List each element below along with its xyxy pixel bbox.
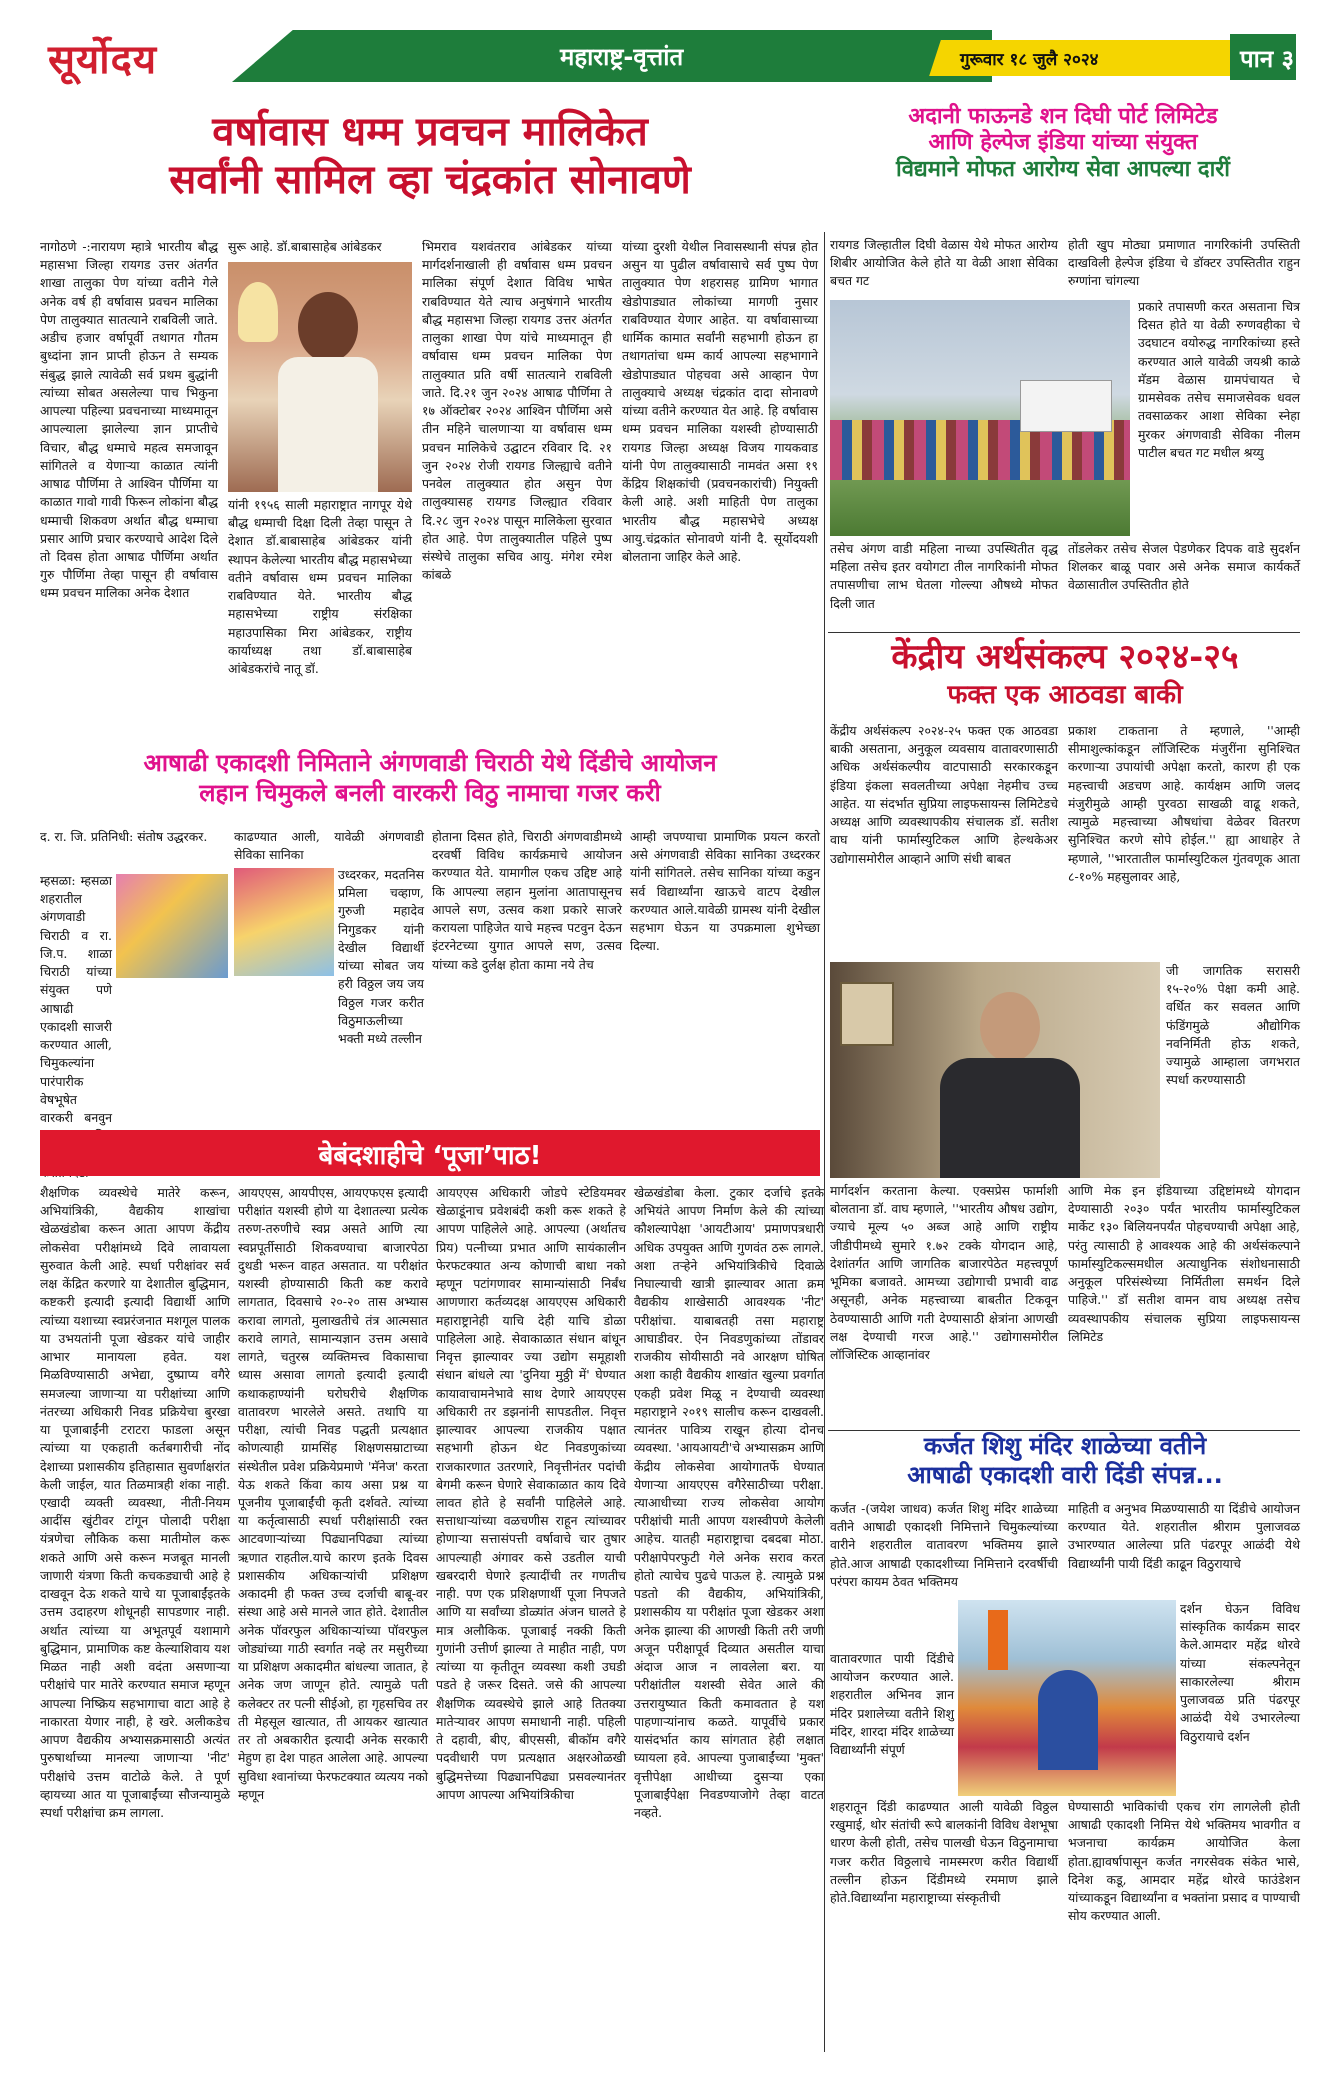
article-4-photo-2 bbox=[234, 868, 334, 976]
page-number: पान ३ bbox=[1240, 45, 1295, 73]
article-3-col-1: केंद्रीय अर्थसंकल्प २०२४-२५ फक्त एक आठवडा बाकी असताना, अनुकूल व्यवसाय वातावरणासाठी अधिक अर्थसंकल्पीय वाटपासाठी सरकारकडून इंडिया इंकला सवलतीच्या अपेक्षा नेहमीच उच्च आहेत. या संदर्भात सुप्रिया लाइफसायन्स लिमिटेडचे अध्यक्ष आणि व्यवस्थापकीय संचालक डॉ. सतीश वाघ यांनी फार्मास्युटिकल आणि हेल्थकेअर उद्योगासमोरील आव्हाने आणि संधी बाबत bbox=[830, 723, 1058, 866]
section-divider bbox=[828, 632, 1300, 633]
section-title: महाराष्ट्र-वृत्तांत bbox=[560, 43, 684, 71]
article-2-headline bbox=[826, 104, 1300, 183]
article-3-col-2: प्रकाश टाकताना ते म्हणाले, ''आम्ही सीमाशुल्कांकडून लॉजिस्टिक मंजुरींना सुनिश्चित करणाऱ्या उपायांची अपेक्षा करतो, कारण ही एक महत्त्वाची अडचण आहे. कार्यक्षम आणि जलद मंजुरीमुळे आम्ही पुरवठा साखळी वाढू शकते, त्यामुळे महत्त्वाच्या औषधांचा वेळेवर वितरण सुनिश्चित करणे सोपे होईल.'' ह्या आधाहेर ते म्हणाले, ''भारतातील फार्मास्युटिकल गुंतवणूक आता ८-१०% महसुलावर आहे, bbox=[1068, 723, 1300, 884]
article-4-col-4: आम्ही जपण्याचा प्रामाणिक प्रयत्न करतो असे अंगणवाडी सेविका सानिका उध्दरकर यांनी सांगितले. तसेच सानिका यांच्या कडुन सर्व विद्यार्थ्यांना खाऊचे वाटप देखील करण्यात आले.यावेळी ग्रामस्थ यांनी देखील सहभाग घेऊन या उपक्रमाला शुभेच्छा दिल्या. bbox=[630, 829, 820, 954]
article-3-photo bbox=[830, 962, 1160, 1178]
article-6-col-2a: माहिती व अनुभव मिळण्यासाठी या दिंडीचे आयोजन करण्यात येते. शहरातील श्रीराम पुलाजवळ उभारण्यात आलेल्या प्रति पंढरपूर आळंदी येथे विद्यार्थ्यांनी पायी दिंडी काढून विठुरायाचे bbox=[1068, 1501, 1300, 1571]
article-5-col-1: शैक्षणिक व्यवस्थेचे मातेरे करून, अभियांत्रिकी, वैद्यकीय शाखांचा खेळखंडोबा करून आता आपण केंद्रीय लोकसेवा परीक्षांमध्ये दिवे लावायला सुरुवात केली आहे. स्पर्धा परीक्षांवर सर्व लक्ष केंद्रित करणारे या देशातील बुद्धिमान, कष्टकरी इत्यादी इत्यादी विद्यार्थी आणि त्यांच्या यशाच्या स्वप्नरंजनात मशगूल पालक या उभयतांनी पूजा खेडकर यांचे जाहीर आभार मानायला हवेत. यश मिळविण्यासाठी अभेद्या, दुष्प्राप्य वगैरे समजल्या जाणाऱ्या या परीक्षांच्या आणि नंतरच्या अधिकारी निवड प्रक्रियेचा बुरखा या पूजाबाईंनी टराटरा फाडला असून त्यांच्या या एकहाती कर्तबगारीची नोंद देशाच्या प्रशासकीय इतिहासात सुवर्णाक्षरांत केली जाईल, यात तिळमात्रही शंका नाही. एखादी व्यक्ती व्यवस्था, नीती-नियम आदींस खुंटीवर टांगून पोलादी परीक्षा यंत्रणेचा लौकिक कसा मातीमोल करू शकते आणि असे करून मजबूत मानली जाणारी यंत्रणा किती कचकड्याची आहे हे दाखवून देऊ शकते याचे या पूजाबाईंइतके उत्तम उदाहरण शोधूनही सापडणार नाही. अर्थात त्यांच्या या अभूतपूर्व यशामागे बुद्धिमान, प्रामाणिक कष्ट केल्याशिवाय यश मिळत नाही अशी वदंता असणाऱ्या परीक्षांचे पार मातेरे करण्यात समाज म्हणून आपल्या निष्क्रिय सहभागाचा वाटा आहे हे नाकारता येणार नाही, हे खरे. अलीकडेच आपण वैद्यकीय अभ्यासक्रमासाठी अत्यंत पुरुषार्थाच्या मानल्या जाणाऱ्या 'नीट' परीक्षांचे उत्तम वाटोळे केले. ते पूर्ण व्हायच्या आत या पूजाबाईंच्या सौजन्यामुळे स्पर्धा परीक्षांचा क्रम लागला. bbox=[40, 1185, 230, 1820]
article-4-headline-line-2: लहान चिमुकले बनली वारकरी विठु नामाचा गजर करी bbox=[199, 779, 661, 807]
article-3-headline-line-1: केंद्रीय अर्थसंकल्प २०२४-२५ bbox=[891, 637, 1239, 677]
article-1-col-2a: सुरू आहे. डॉ.बाबासाहेब आंबेडकर bbox=[228, 239, 382, 254]
article-5-col-2: आयएएस, आयपीएस, आयएफएस इत्यादी परीक्षांत यशस्वी होणे या देशातल्या प्रत्येक तरुण-तरुणीचे स्वप्न असते आणि त्या स्वप्नपूर्तीसाठी शिकवण्याचा बाजारपेठा दुथडी भरून वाहत असतात. या परीक्षांत यशस्वी होण्यासाठी किती कष्ट करावे लागतात, दिवसाचे २०-२० तास अभ्यास करावा लागतो, मुलाखतीचे तंत्र आत्मसात करावे लागते, सामान्यज्ञान उत्तम असावे लागते, चतुरस्र व्यक्तिमत्त्व विकासाचा ध्यास असावा लागतो इत्यादी इत्यादी कथाकहाण्यांनी घरोघरीचे शैक्षणिक वातावरण भारलेले असते. तथापि या परीक्षा, त्यांची निवड पद्धती प्रत्यक्षात कोणत्याही ग्रामसिंह शिक्षणसम्राटाच्या संस्थेतील प्रवेश प्रक्रियेप्रमाणे 'मॅनेज' करता येऊ शकते किंवा काय असा प्रश्न या पूजनीय पूजाबाईंची कृती दर्शवते. त्यांच्या या कर्तृत्वासाठी स्पर्धा परीक्षांसाठी रक्त आटवणाऱ्यांच्या पिढ्यानपिढ्या त्यांच्या ऋणात राहतील.याचे कारण इतके दिवस प्रशासकीय अधिकाऱ्यांची प्रशिक्षण अकादमी ही फक्त उच्च दर्जाची बाबू-वर संस्था आहे असे मानले जात होते. देशातील अनेक पॉवरफुल अधिकाऱ्यांच्या पॉवरफुल जोड्यांच्या गाठी स्वर्गात नव्हे तर मसुरीच्या या प्रशिक्षण अकादमीत बांधल्या जातात, हे अनेक जण जाणून होते. त्यामुळे पती कलेक्टर तर पत्नी सीईओ, हा गृहसचिव तर ती मेहसूल खात्यात, ती आयकर खात्यात तर तो अबकारीत इत्यादी अनेक सरकारी मेहुण हा देश पाहत आलेला आहे. आपल्या सुविधा श्वानांच्या फेरफटक्यात व्यत्यय नको म्हणून bbox=[238, 1185, 428, 1802]
article-6-photo bbox=[958, 1600, 1176, 1796]
article-2-photo bbox=[830, 300, 1130, 536]
article-3-headline-line-2: फक्त एक आठवडा बाकी bbox=[947, 679, 1183, 710]
article-1-col-2b: यांनी १९५६ साली महाराष्ट्रात नागपूर येथे बौद्ध धम्माची दिक्षा दिली तेव्हा पासून ते देशात डॉ.बाबासाहेब आंबेडकर यांनी स्थापन केलेल्या भारतीय बौद्ध महासभेच्या वतीने वर्षावास धम्म प्रवचन मालिका राबविण्यात येते. भारतीय बौद्ध महासभेच्या राष्ट्रीय संरक्षिका महाउपासिका मिरा आंबेडकर, राष्ट्रीय कार्याध्यक्ष तथा डॉ.बाबासाहेब आंबेडकरांचे नातू डॉ. bbox=[228, 497, 412, 677]
issue-date: गुरूवार १८ जुलै २०२४ bbox=[960, 50, 1099, 70]
article-2-col-2b: प्रकारे तपासणी करत असताना चित्र दिसत होते या वेळी रुग्णवहीका चे उदघाटन वयोरुद्ध नागरिकांच्या हस्ते करण्यात आले यावेळी जयश्री काळे मॅडम वेळास ग्रामपंचायत चे ग्रामसेवक तसेच समाजसेवक धवल तवसाळकर आशा सेविका स्नेहा मुरकर अंगणवाडी सेविका नीलम पाटील बचत गट मधील श्रय्यु bbox=[1138, 299, 1300, 460]
article-1-headline-line-1: वर्षावास धम्म प्रवचन मालिकेत bbox=[212, 108, 648, 155]
article-4-headline bbox=[40, 748, 820, 808]
article-2-col-1: रायगड जिल्हातील दिघी वेळास येथे मोफत आरोग्य शिबीर आयोजित केले होते या वेळी आशा सेविका बचत गट bbox=[830, 237, 1058, 289]
article-2-headline-line-3: विद्यमाने मोफत आरोग्य सेवा आपल्या दारीं bbox=[896, 156, 1230, 182]
article-6-headline-line-2: आषाढी एकादशी वारी दिंडी संपन्न... bbox=[907, 1460, 1223, 1489]
column-divider bbox=[824, 232, 825, 632]
article-2-headline-line-1: अदानी फाऊनडे शन दिघी पोर्ट लिमिटेड bbox=[908, 104, 1218, 129]
article-4-byline: द. रा. जि. प्रतिनिधी: संतोष उद्धरकर. bbox=[40, 829, 208, 844]
article-5-col-3: आयएएस अधिकारी जोडपे स्टेडियमवर खेळाडूंनाच प्रवेशबंदी कशी करू शकते हे आपण पाहिलेले आहे. आपल्या (अर्थातच प्रिय) पत्नीच्या प्रभात आणि सायंकालीन फेरफटक्यात अन्य कोणाची बाधा नको म्हणून पटांगणावर सामान्यांसाठी निर्बंध आणणारा कर्तव्यदक्ष आयएएस अधिकारी महाराष्ट्रानेही याचि देही याचि डोळा पाहिलेला आहे. सेवाकाळात संधान बांधून निवृत्त झाल्यावर ज्या उद्योग समूहाशी संधान बांधले त्या 'दुनिया मुठ्ठी में' घेण्यात कायावाचामनेभावे साथ देणारे आयएएस अधिकारी तर डझनांनी सापडतील. निवृत्त झाल्यावर आपल्या राजकीय पक्षात सहभागी होऊन थेट निवडणुकांच्या राजकारणात उतरणारे, निवृत्तीनंतर पदांची बेगमी करून घेणारे सेवाकाळात काय दिवे लावत होते हे सर्वांनी पाहिलेले आहे. सत्ताधाऱ्यांच्या वळचणीस राहून त्यांच्यावर होणाऱ्या सत्तासंपत्ती वर्षावाचे चार तुषार आपल्याही अंगावर कसे उडतील याची खबरदारी घेणारे इत्यादींची तर गणतीच नाही. पण एक प्रशिक्षणार्थी पूजा निपजते आणि या सर्वांच्या डोळ्यांत अंजन घालते हे मात्र अलौकिक. पूजाबाई नक्की किती गुणांनी उत्तीर्ण झाल्या ते माहीत नाही, पण त्यांच्या या कृतीतून व्यवस्था कशी उघडी पडते हे जरूर दिसते. जसे की आपल्या शैक्षणिक व्यवस्थेचे झाले आहे तितक्या मातेऱ्यावर आपण समाधानी नाही. पहिली ते दहावी, बीए, बीएससी, बीकॉम वगैरे पदवीधारी पण प्रत्यक्षात अक्षरओळखी बुद्धिमत्तेच्या पिढ्यानपिढ्या प्रसवल्यानंतर आपण आपल्या अभियांत्रिकीचा bbox=[436, 1185, 626, 1802]
article-1-col-3: भिमराव यशवंतराव आंबेडकर यांच्या मार्गदर्शनाखाली ही वर्षावास धम्म प्रवचन मालिका संपूर्ण देशात विविध भाषेत राबविण्यात येते त्याच अनुषंगाने भारतीय बौद्ध महासभा जिल्हा रायगड उत्तर अंतर्गत तालुका शाखा पेण यांचे माध्यमातून ही वर्षावास धम्म प्रवचन मालिका पेण तालुक्यात प्रति वर्षी सातत्याने राबविली जाते. दि.२१ जुन २०२४ आषाढ पौर्णिमा ते १७ ऑक्टोबर २०२४ आश्विन पौर्णिमा असे तीन महिने चालणाऱ्या या वर्षावास धम्म प्रवचन मालिकेचे उद्घाटन रविवार दि. २१ जुन २०२४ रोजी रायगड जिल्ह्याचे वतीने पनवेल तालुक्यात होत असुन पेण तालुक्यासह रायगड जिल्ह्यात रविवार दि.२८ जुन २०२४ पासून मालिकेला सुरवात होत आहे. पेण तालुक्यातील पहिले पुष्प संस्थेचे तालुका सचिव आयु. मंगेश रमेश कांबळे bbox=[422, 239, 612, 583]
article-5-col-4: खेळखंडोबा केला. टुकार दर्जाचे इतके अभियंते आपण निर्माण केले की त्यांच्या कौशल्यापेक्षा 'आयटीआय' प्रमाणपत्रधारी अधिक उपयुक्त आणि गुणवंत ठरू लागले. अशा तऱ्हेने अभियांत्रिकीचे दिवाळे निघाल्याची खात्री झाल्यावर आता क्रम वैद्यकीय शाखेसाठी आवश्यक 'नीट' परीक्षांचा. याबाबतही तसा महाराष्ट्र आघाडीवर. ऐन निवडणुकांच्या तोंडावर राजकीय सोयीसाठी नवे आरक्षण घोषित अशा काही वैद्यकीय शाखांत खुल्या प्रवर्गात एकही प्रवेश मिळू न देण्याची व्यवस्था महाराष्ट्राने २०१९ सालीच करून दाखवली. त्यानंतर पावित्र्य राखून होत्या दोनच व्यवस्था. 'आयआयटी'चे अभ्यासक्रम आणि केंद्रीय लोकसेवा आयोगातर्फे घेण्यात येणाऱ्या आयएएस वगैरेसाठीच्या परीक्षा. त्याआधीच्या राज्य लोकसेवा आयोग परीक्षांची माती आपण यशस्वीपणे केलेली आहेच. यातही महाराष्ट्राचा दबदबा मोठा. परीक्षापेपरफुटी गेले अनेक सराव करत होतो त्याचेच पुढचे पाऊल हे. त्यामुळे प्रश्न पडतो की वैद्यकीय, अभियांत्रिकी, प्रशासकीय या परीक्षांत पूजा खेडकर अशा अनेक झाल्या की आणखी किती तरी जणी अजून परीक्षापूर्व दिव्यात असतील याचा अंदाज आज न लावलेला बरा. या परीक्षांतील यशस्वी सेवेत आले की उत्तरायुष्यात किती कमावतात हे यश पाहणाऱ्यांनाच कळते. यापूर्वीचे प्रकार यासंदर्भात काय सांगतात हेही लक्षात घ्यायला हवे. आपल्या पुजाबाईंच्या 'मुक्त' वृत्तीपेक्षा आधीच्या दुसऱ्या एका पूजाबाईंपेक्षा निवडण्याजोगे तेव्हा वाटत नव्हते. bbox=[634, 1185, 824, 1820]
article-1-col-4: यांच्या दुरशी येथील निवासस्थानी संपन्न होत असुन या पुढील वर्षावासाचे सर्व पुष्प पेण तालुक्यात पेण शहरासह ग्रामिण भागात खेडोपाड्यात लोकांच्या मागणी नुसार राबविण्यात येणार आहेत. या वर्षावासाच्या धार्मिक कामात सर्वांनी सहभागी होऊन हा तथागतांचा धम्म कार्य आपल्या सहभागाने खेडोपाड्यात पोहचवा असे आव्हान पेण तालुक्याचे अध्यक्ष चंद्रकांत दादा सोनावणे यांच्या वतीने करण्यात येत आहे. हि वर्षावास धम्म प्रवचन मालिका यशस्वी होण्यासाठी रायगड जिल्हा अध्यक्ष विजय गायकवाड यांनी पेण तालुक्यासाठी नामवंत असा १९ केंद्रिय शिक्षकांची (प्रवचनकारांची) नियुक्ती केली आहे. अशी माहिती पेण तालुका भारतीय बौद्ध महासभेचे अध्यक्ष आयु.चंद्रकांत सोनावणे यांनी दै. सूर्योदयशी बोलताना जाहिर केले आहे. bbox=[622, 239, 818, 564]
article-4-col-2b: उध्दरकर, मदतनिस प्रमिला चव्हाण, गुरुजी महादेव निगुडकर यांनी देखील विद्यार्थी यांच्या सोबत जय हरी विठ्ठल जय जय विठ्ठल गजर करीत विठुमाऊलीच्या भक्ती मध्ये तल्लीन bbox=[338, 867, 424, 1047]
article-4-col-1: म्हसळा: म्हसळा शहरातील अंगणवाडी चिराठी व रा. जि.प. शाळा चिराठी यांच्या संयुक्त पणे आषाढी एकादशी साजरी करण्यात आली, चिमुकल्यांना पारंपारीक वेषभूषेत वारकरी बनवुन bbox=[40, 873, 112, 1126]
article-4-headline-line-1: आषाढी एकादशी निमिताने अंगणवाडी चिराठी येथे दिंडीचे आयोजन bbox=[143, 749, 717, 777]
article-1-photo bbox=[228, 262, 412, 492]
article-1-col-1: नागोठणे -:नारायण म्हात्रे भारतीय बौद्ध महासभा जिल्हा रायगड उत्तर अंतर्गत शाखा तालुका पेण यांच्या वतीने गेले अनेक वर्ष ही वर्षावास प्रवचन मालिका पेण तालुक्यात सातत्याने राबविली जाते. अडीच हजार वर्षापूर्वी तथागत गौतम बुध्दांना ज्ञान प्राप्ती होऊन ते सम्यक संबुद्ध झाले त्यावेळी सर्व प्रथम बुद्धांनी त्यांच्या सोबत असलेल्या पाच भिकुना आपल्या पहिल्या प्रवचनाच्या माध्यमातून आपल्याला झालेल्या ज्ञान प्राप्तीचे विचार, बौद्ध धम्माचे महत्व समजावून सांगितले व येणाऱ्या काळात त्यांनी आषाढ पौर्णिमा ते आश्विन पौर्णिमा या काळात गावो गावी फिरून लोकांना बौद्ध धम्माची शिकवण अर्थात बौद्ध धम्माचा प्रसार आणि प्रचार करण्याचे आदेश दिले तो दिवस होता आषाढ पौर्णिमा अर्थात गुरु पौर्णिमा तेव्हा पासून ही वर्षावास धम्म प्रवचन मालिका अनेक देशात bbox=[40, 239, 218, 601]
article-3-col-4: आणि मेक इन इंडियाच्या उद्दिष्टांमध्ये योगदान देण्यासाठी २०३० पर्यंत भारतीय फार्मास्युटिकल मार्केट १३० बिलियनपर्यंत पोहचण्याची अपेक्षा आहे, परंतु त्यासाठी हे आवश्यक आहे की अर्थसंकल्पाने फार्मास्युटिकल्समधील अत्याधुनिक संशोधनासाठी अनुकूल परिसंस्थेच्या निर्मितीला समर्थन दिले पाहिजे.'' डॉ सतीश वामन वाघ अध्यक्ष तसेच व्यवस्थापकीय संचालक सुप्रिया लाइफसायन्स लिमिटेड bbox=[1068, 1183, 1300, 1344]
article-6-col-1a: कर्जत -(जयेश जाधव) कर्जत शिशु मंदिर शाळेच्या वतीने आषाढी एकादशी निमित्ताने चिमुकल्यांच्या वारीने शहरातील वातावरण भक्तिमय झाले होते.आज आषाढी एकादशीच्या निमित्ताने दरवर्षीची परंपरा कायम ठेवत भक्तिमय bbox=[830, 1501, 1058, 1589]
newspaper-logo: सूर्योदय bbox=[48, 36, 158, 83]
article-1-headline bbox=[40, 108, 820, 204]
article-2-col-2: होती खुप मोठ्या प्रमाणात नागरिकांनी उपस्तिती दाखविली हेल्पेज इंडिया चे डॉक्टर उपस्तितीत राहुन रुग्णांना चांगल्या bbox=[1068, 237, 1300, 289]
article-2-col-4: तोंडलेकर तसेच सेजल पेडणेकर दिपक वाडे सुदर्शन शिलकर बाळू पवार असे अनेक समाज कार्यकर्ते वेळासातील उपस्तितीत होते bbox=[1068, 541, 1300, 593]
article-6-headline bbox=[830, 1432, 1300, 1490]
article-5-headline: बेबंदशाहीचे ‘पूजा’पाठ! bbox=[318, 1141, 542, 1171]
article-1-headline-line-2: सर्वांनी सामिल व्हा चंद्रकांत सोनावणे bbox=[169, 156, 691, 203]
article-3-headline bbox=[830, 636, 1300, 712]
article-3-col-3: मार्गदर्शन करताना केल्या. एक्सप्रेस फार्माशी बोलताना डॉ. वाघ म्हणाले, ''भारतीय औषध उद्योग, ज्याचे मूल्य ५० अब्ज आहे आणि राष्ट्रीय जीडीपीमध्ये सुमारे १.७२ टक्के योगदान आहे, देशांतर्गत आणि जागतिक बाजारपेठेत महत्त्वपूर्ण भूमिका बजावते. आमच्या उद्योगाची प्रभावी वाढ असूनही, अनेक महत्त्वाच्या बाबतीत टिकवून ठेवण्यासाठी आणि गती देण्यासाठी क्षेत्रांना आणखी लक्ष देण्याची गरज आहे.'' उद्योगासमोरील लॉजिस्टिक आव्हानांवर bbox=[830, 1183, 1058, 1363]
article-6-headline-line-1: कर्जत शिशु मंदिर शाळेच्या वतीने bbox=[923, 1432, 1207, 1460]
article-6-col-2b: दर्शन घेऊन विविध सांस्कृतिक कार्यक्रम सादर केले.आमदार महेंद्र थोरवे यांच्या संकल्पनेतून साकारलेल्या श्रीराम पुलाजवळ प्रति पंढरपूर आळंदी येथे उभारलेल्या विठुरायाचे दर्शन bbox=[1180, 1601, 1300, 1744]
article-4-photo-1 bbox=[116, 874, 228, 978]
article-6-col-2c: घेण्यासाठी भाविकांची एकच रांग लागलेली होती आषाढी एकादशी निमित्त येथे भक्तिमय भावगीत व भजनाचा कार्यक्रम आयोजित केला होता.ह्यावर्षापासून कर्जत नगरसेवक संकेत भासे, दिनेश कडू, आमदार महेंद्र थोरवे फाउंडेशन यांच्याकडून विद्यार्थ्यांना व भक्तांना प्रसाद व पाण्याची सोय करण्यात आली. bbox=[1068, 1799, 1300, 1924]
article-4-col-3: होताना दिसत होते, चिराठी अंगणवाडीमध्ये दरवर्षी विविध कार्यक्रमाचे आयोजन करण्यात येते. यामागील एकच उद्दिष्ट आहे कि आपल्या लहान मुलांना आतापासूनच आपले सण, उत्सव कशा प्रकारे साजरे करायला पाहिजेत याचे महत्त्व पटवुन देऊन इंटरनेटच्या युगात आपले सण, उत्सव यांच्या कडे दुर्लक्ष होता कामा नये तेच bbox=[432, 829, 622, 972]
article-3-col-2c: जी जागतिक सरासरी १५-२०% पेक्षा कमी आहे. वर्धित कर सवलत आणि फंडिंगमुळे औद्योगिक नवनिर्मिती होऊ शकते, ज्यामुळे आम्हाला जगभरात स्पर्धा करण्यासाठी bbox=[1166, 963, 1300, 1088]
column-divider-right bbox=[824, 632, 825, 2052]
article-6-col-1c: शहरातून दिंडी काढण्यात आली यावेळी विठ्ठल रखुमाई, थोर संतांची रूपे बालकांनी विविध वेशभूषा धारण केली होती, तसेच पालखी घेऊन विठुनामाचा गजर करीत विठ्ठलाचे नामस्मरण करीत विद्यार्थी तल्लीन होऊन दिंडीमध्ये रममाण झाले होते.विद्यार्थ्यांना महाराष्ट्राच्या संस्कृतीची bbox=[830, 1799, 1058, 1906]
article-2-headline-line-2: आणि हेल्पेज इंडिया यांच्या संयुक्त bbox=[928, 130, 1198, 156]
article-2-col-3: तसेच अंगण वाडी महिला नाच्या उपस्थितीत वृद्ध महिला तसेच इतर वयोगटा तील नागरिकांनी मोफत तपासणीचा लाभ घेतला गोल्ल्या औषध्ये मोफत दिली जात bbox=[830, 541, 1058, 611]
section-divider-2 bbox=[828, 1430, 1300, 1431]
article-6-col-1b: वातावरणात पायी दिंडीचे आयोजन करण्यात आले. शहरातील अभिनव ज्ञान मंदिर प्रशालेच्या वतीने शिशु मंदिर, शारदा मंदिर शाळेच्या विद्यार्थ्यांनी संपूर्ण bbox=[830, 1651, 954, 1758]
article-4-col-2a: काढण्यात आली, यावेळी अंगणवाडी सेविका सानिका bbox=[234, 829, 424, 863]
